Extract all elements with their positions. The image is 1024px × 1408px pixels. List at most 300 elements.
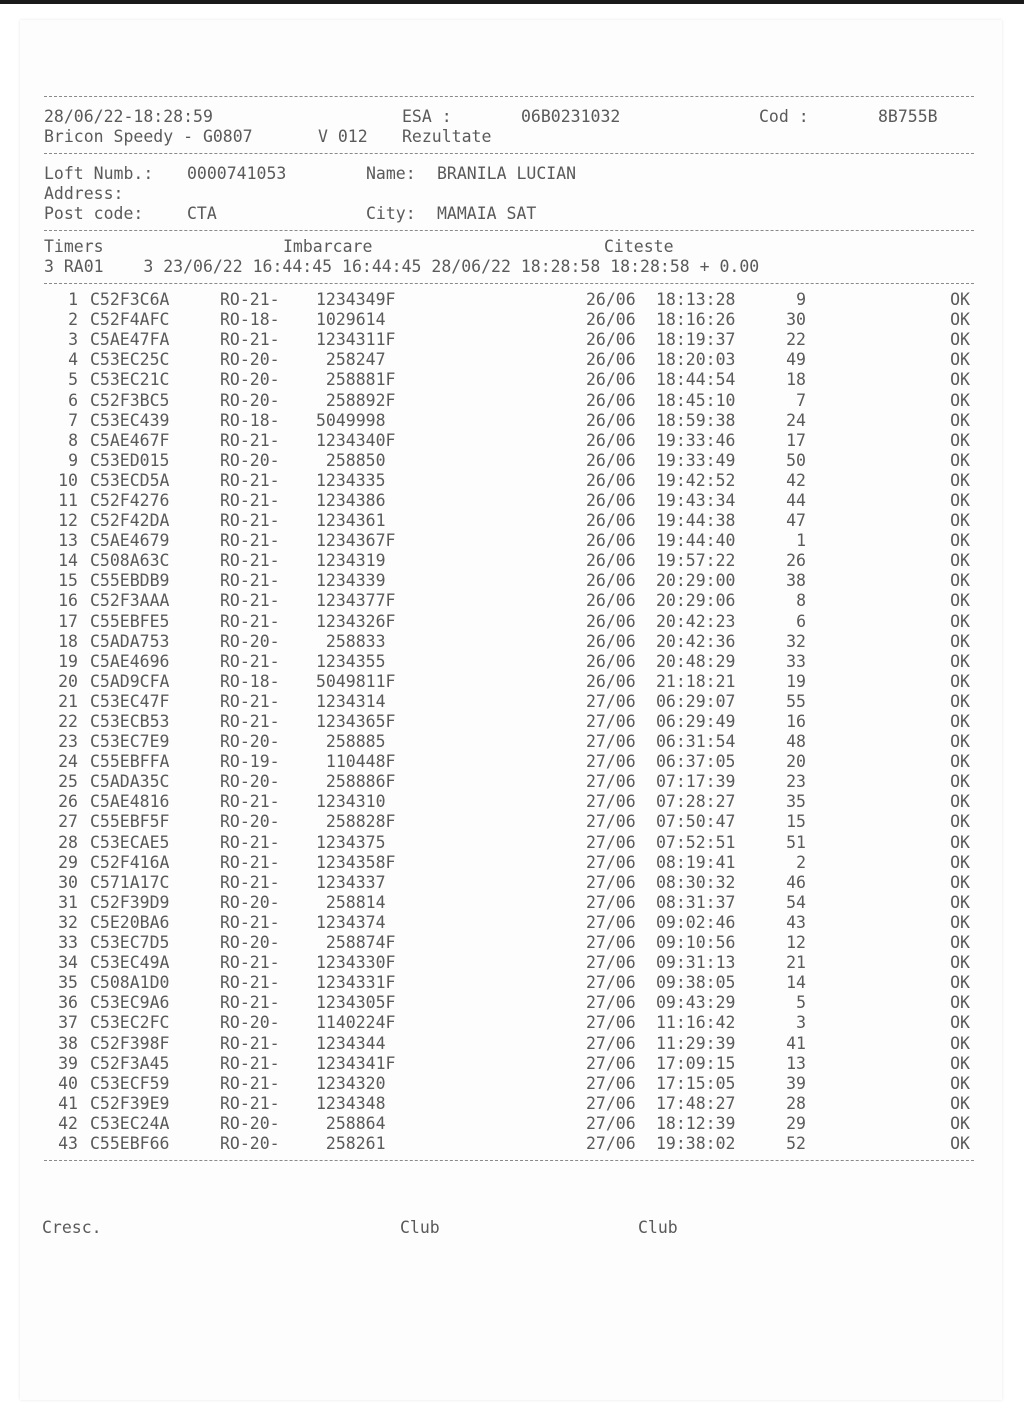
citeste-label: Citeste xyxy=(604,237,674,256)
chip-id: C571A17C xyxy=(90,872,170,892)
rank-value: 18 xyxy=(786,370,806,390)
table-row xyxy=(44,792,974,812)
rank-value: 46 xyxy=(786,872,806,892)
table-row xyxy=(44,652,974,672)
ring-number: 1234310 xyxy=(316,792,386,812)
chip-id: C55EBFE5 xyxy=(90,611,170,631)
ring-country: RO-21- xyxy=(220,993,280,1013)
chip-id: C53EC9A6 xyxy=(90,993,170,1013)
ring-number: 1234335 xyxy=(316,470,386,490)
cod-label: Cod : xyxy=(759,107,809,126)
arrival-date: 26/06 xyxy=(586,551,636,571)
arrival-time: 19:42:52 xyxy=(656,470,736,490)
status-value: OK xyxy=(950,410,970,430)
status-value: OK xyxy=(950,792,970,812)
city-value: MAMAIA SAT xyxy=(437,204,537,223)
table-row xyxy=(44,752,974,772)
row-number: 34 xyxy=(58,953,78,973)
ring-country: RO-21- xyxy=(220,852,280,872)
row-number: 4 xyxy=(68,350,78,370)
arrival-time: 18:13:28 xyxy=(656,290,736,310)
status-value: OK xyxy=(950,812,970,832)
ring-country: RO-21- xyxy=(220,531,280,551)
status-value: OK xyxy=(950,490,970,510)
arrival-date: 27/06 xyxy=(586,772,636,792)
arrival-date: 27/06 xyxy=(586,712,636,732)
status-value: OK xyxy=(950,772,970,792)
club-label: Club xyxy=(400,1218,440,1237)
rank-value: 3 xyxy=(796,1013,806,1033)
rank-value: 48 xyxy=(786,732,806,752)
arrival-date: 27/06 xyxy=(586,832,636,852)
chip-id: C53ECAE5 xyxy=(90,832,170,852)
ring-number: 258892F xyxy=(316,390,396,410)
rank-value: 15 xyxy=(786,812,806,832)
chip-id: C53EC24A xyxy=(90,1113,170,1133)
table-row xyxy=(44,732,974,752)
ring-number: 258881F xyxy=(316,370,396,390)
status-value: OK xyxy=(950,1093,970,1113)
chip-id: C508A1D0 xyxy=(90,973,170,993)
row-number: 35 xyxy=(58,973,78,993)
table-row xyxy=(44,632,974,652)
rank-value: 43 xyxy=(786,912,806,932)
divider xyxy=(44,1160,974,1161)
ring-number: 1234349F xyxy=(316,290,396,310)
arrival-date: 27/06 xyxy=(586,1133,636,1153)
status-value: OK xyxy=(950,450,970,470)
ring-country: RO-20- xyxy=(220,933,280,953)
status-value: OK xyxy=(950,310,970,330)
ring-country: RO-18- xyxy=(220,671,280,691)
table-row xyxy=(44,1074,974,1094)
arrival-date: 26/06 xyxy=(586,410,636,430)
arrival-time: 19:33:49 xyxy=(656,450,736,470)
chip-id: C52F3BC5 xyxy=(90,390,170,410)
ring-number: 1234374 xyxy=(316,912,386,932)
status-value: OK xyxy=(950,611,970,631)
ring-number: 1234361 xyxy=(316,511,386,531)
ring-number: 1234326F xyxy=(316,611,396,631)
table-row xyxy=(44,853,974,873)
rank-value: 29 xyxy=(786,1113,806,1133)
postcode-label: Post code: xyxy=(44,204,144,223)
ring-number: 1234331F xyxy=(316,973,396,993)
table-row xyxy=(44,370,974,390)
results-printout xyxy=(44,96,974,1161)
chip-id: C52F416A xyxy=(90,852,170,872)
row-number: 26 xyxy=(58,792,78,812)
ring-country: RO-21- xyxy=(220,330,280,350)
table-row xyxy=(44,612,974,632)
rank-value: 49 xyxy=(786,350,806,370)
arrival-date: 26/06 xyxy=(586,631,636,651)
ring-country: RO-21- xyxy=(220,872,280,892)
arrival-date: 26/06 xyxy=(586,671,636,691)
row-number: 30 xyxy=(58,872,78,892)
rank-value: 14 xyxy=(786,973,806,993)
arrival-time: 07:17:39 xyxy=(656,772,736,792)
ring-number: 1234340F xyxy=(316,430,396,450)
status-value: OK xyxy=(950,430,970,450)
ring-number: 1234367F xyxy=(316,531,396,551)
ring-country: RO-21- xyxy=(220,1093,280,1113)
rank-value: 33 xyxy=(786,651,806,671)
ring-number: 1234314 xyxy=(316,691,386,711)
ring-number: 1234375 xyxy=(316,832,386,852)
ring-number: 1234358F xyxy=(316,852,396,872)
row-number: 10 xyxy=(58,470,78,490)
table-row xyxy=(44,591,974,611)
ring-country: RO-20- xyxy=(220,892,280,912)
name-label: Name: xyxy=(366,164,416,183)
arrival-time: 06:37:05 xyxy=(656,752,736,772)
rank-value: 16 xyxy=(786,712,806,732)
status-value: OK xyxy=(950,631,970,651)
chip-id: C53EC25C xyxy=(90,350,170,370)
arrival-time: 17:15:05 xyxy=(656,1073,736,1093)
postcode-value: CTA xyxy=(187,204,217,223)
chip-id: C53ECF59 xyxy=(90,1073,170,1093)
arrival-date: 27/06 xyxy=(586,792,636,812)
row-number: 28 xyxy=(58,832,78,852)
status-value: OK xyxy=(950,671,970,691)
rank-value: 26 xyxy=(786,551,806,571)
chip-id: C5ADA753 xyxy=(90,631,170,651)
club-label: Club xyxy=(638,1218,678,1237)
ring-number: 1234348 xyxy=(316,1093,386,1113)
arrival-date: 26/06 xyxy=(586,430,636,450)
ring-number: 1234344 xyxy=(316,1033,386,1053)
arrival-time: 18:44:54 xyxy=(656,370,736,390)
ring-number: 258261 xyxy=(316,1133,386,1153)
rank-value: 17 xyxy=(786,430,806,450)
chip-id: C55EBF66 xyxy=(90,1133,170,1153)
status-value: OK xyxy=(950,1013,970,1033)
table-row xyxy=(44,390,974,410)
arrival-date: 26/06 xyxy=(586,651,636,671)
arrival-time: 08:31:37 xyxy=(656,892,736,912)
ring-country: RO-21- xyxy=(220,912,280,932)
chip-id: C52F3A45 xyxy=(90,1053,170,1073)
table-row xyxy=(44,551,974,571)
arrival-date: 26/06 xyxy=(586,511,636,531)
arrival-time: 18:16:26 xyxy=(656,310,736,330)
chip-id: C53EC7E9 xyxy=(90,732,170,752)
table-row xyxy=(44,772,974,792)
status-value: OK xyxy=(950,1113,970,1133)
status-value: OK xyxy=(950,933,970,953)
row-number: 37 xyxy=(58,1013,78,1033)
table-row xyxy=(44,511,974,531)
chip-id: C53ECD5A xyxy=(90,470,170,490)
arrival-date: 27/06 xyxy=(586,973,636,993)
chip-id: C52F42DA xyxy=(90,511,170,531)
arrival-time: 09:10:56 xyxy=(656,933,736,953)
row-number: 31 xyxy=(58,892,78,912)
table-row xyxy=(44,1033,974,1053)
arrival-time: 09:43:29 xyxy=(656,993,736,1013)
arrival-date: 26/06 xyxy=(586,470,636,490)
status-value: OK xyxy=(950,290,970,310)
chip-id: C52F3AAA xyxy=(90,591,170,611)
row-number: 40 xyxy=(58,1073,78,1093)
rank-value: 32 xyxy=(786,631,806,651)
ring-country: RO-20- xyxy=(220,1133,280,1153)
table-row xyxy=(44,1094,974,1114)
ring-number: 1234355 xyxy=(316,651,386,671)
arrival-time: 19:44:40 xyxy=(656,531,736,551)
arrival-time: 17:48:27 xyxy=(656,1093,736,1113)
arrival-date: 27/06 xyxy=(586,892,636,912)
row-number: 5 xyxy=(68,370,78,390)
rank-value: 38 xyxy=(786,571,806,591)
arrival-time: 18:20:03 xyxy=(656,350,736,370)
table-row xyxy=(44,571,974,591)
row-number: 15 xyxy=(58,571,78,591)
ring-country: RO-20- xyxy=(220,350,280,370)
row-number: 29 xyxy=(58,852,78,872)
arrival-time: 19:57:22 xyxy=(656,551,736,571)
arrival-date: 27/06 xyxy=(586,1093,636,1113)
ring-number: 1234386 xyxy=(316,490,386,510)
row-number: 8 xyxy=(68,430,78,450)
arrival-time: 09:02:46 xyxy=(656,912,736,932)
chip-id: C53ECB53 xyxy=(90,712,170,732)
rank-value: 6 xyxy=(796,611,806,631)
chip-id: C52F3C6A xyxy=(90,290,170,310)
status-value: OK xyxy=(950,470,970,490)
ring-number: 258864 xyxy=(316,1113,386,1133)
row-number: 20 xyxy=(58,671,78,691)
arrival-time: 20:29:00 xyxy=(656,571,736,591)
ring-country: RO-21- xyxy=(220,611,280,631)
rank-value: 30 xyxy=(786,310,806,330)
table-row xyxy=(44,712,974,732)
table-row xyxy=(44,812,974,832)
ring-country: RO-21- xyxy=(220,571,280,591)
ring-country: RO-20- xyxy=(220,631,280,651)
timers-label: Timers xyxy=(44,237,104,256)
status-value: OK xyxy=(950,953,970,973)
arrival-time: 06:29:07 xyxy=(656,691,736,711)
row-number: 39 xyxy=(58,1053,78,1073)
status-value: OK xyxy=(950,651,970,671)
status-value: OK xyxy=(950,330,970,350)
status-value: OK xyxy=(950,691,970,711)
arrival-date: 26/06 xyxy=(586,330,636,350)
arrival-time: 20:42:36 xyxy=(656,631,736,651)
rank-value: 42 xyxy=(786,470,806,490)
status-value: OK xyxy=(950,1033,970,1053)
arrival-time: 11:16:42 xyxy=(656,1013,736,1033)
table-row xyxy=(44,933,974,953)
ring-country: RO-21- xyxy=(220,712,280,732)
row-number: 16 xyxy=(58,591,78,611)
status-value: OK xyxy=(950,350,970,370)
rank-value: 1 xyxy=(796,531,806,551)
city-label: City: xyxy=(366,204,416,223)
table-row xyxy=(44,310,974,330)
ring-number: 1234365F xyxy=(316,712,396,732)
rank-value: 52 xyxy=(786,1133,806,1153)
ring-country: RO-18- xyxy=(220,310,280,330)
ring-number: 1234337 xyxy=(316,872,386,892)
scan-top-edge xyxy=(0,0,1024,4)
arrival-date: 27/06 xyxy=(586,691,636,711)
row-number: 12 xyxy=(58,511,78,531)
ring-country: RO-20- xyxy=(220,772,280,792)
chip-id: C52F4AFC xyxy=(90,310,170,330)
arrival-date: 27/06 xyxy=(586,933,636,953)
ring-country: RO-21- xyxy=(220,290,280,310)
row-number: 32 xyxy=(58,912,78,932)
ring-number: 1029614 xyxy=(316,310,386,330)
table-row xyxy=(44,672,974,692)
rank-value: 54 xyxy=(786,892,806,912)
rank-value: 8 xyxy=(796,591,806,611)
rank-value: 20 xyxy=(786,752,806,772)
table-row xyxy=(44,1054,974,1074)
signature-footer xyxy=(42,1218,972,1238)
arrival-time: 20:42:23 xyxy=(656,611,736,631)
ring-number: 1234341F xyxy=(316,1053,396,1073)
arrival-date: 27/06 xyxy=(586,812,636,832)
ring-country: RO-19- xyxy=(220,752,280,772)
arrival-date: 27/06 xyxy=(586,953,636,973)
table-row xyxy=(44,451,974,471)
report-type: Rezultate xyxy=(402,127,492,146)
status-value: OK xyxy=(950,370,970,390)
loft-number: 0000741053 xyxy=(187,164,287,183)
chip-id: C55EBFFA xyxy=(90,752,170,772)
rank-value: 24 xyxy=(786,410,806,430)
ring-country: RO-21- xyxy=(220,691,280,711)
row-number: 24 xyxy=(58,752,78,772)
ring-country: RO-21- xyxy=(220,1073,280,1093)
status-value: OK xyxy=(950,1053,970,1073)
chip-id: C53ED015 xyxy=(90,450,170,470)
arrival-date: 26/06 xyxy=(586,591,636,611)
ring-number: 1234330F xyxy=(316,953,396,973)
arrival-time: 07:50:47 xyxy=(656,812,736,832)
ring-country: RO-21- xyxy=(220,973,280,993)
ring-country: RO-21- xyxy=(220,651,280,671)
address-line xyxy=(44,184,974,204)
table-row xyxy=(44,290,974,310)
ring-number: 258833 xyxy=(316,631,386,651)
arrival-time: 19:33:46 xyxy=(656,430,736,450)
table-row xyxy=(44,893,974,913)
ring-country: RO-21- xyxy=(220,470,280,490)
row-number: 42 xyxy=(58,1113,78,1133)
arrival-time: 19:43:34 xyxy=(656,490,736,510)
header-line-1 xyxy=(44,107,974,127)
row-number: 21 xyxy=(58,691,78,711)
row-number: 13 xyxy=(58,531,78,551)
arrival-date: 26/06 xyxy=(586,390,636,410)
row-number: 1 xyxy=(68,290,78,310)
ring-country: RO-21- xyxy=(220,1033,280,1053)
chip-id: C53EC7D5 xyxy=(90,933,170,953)
ring-number: 1140224F xyxy=(316,1013,396,1033)
table-row xyxy=(44,531,974,551)
chip-id: C52F398F xyxy=(90,1033,170,1053)
status-value: OK xyxy=(950,993,970,1013)
ring-number: 1234311F xyxy=(316,330,396,350)
ring-number: 1234339 xyxy=(316,571,386,591)
status-value: OK xyxy=(950,892,970,912)
arrival-date: 26/06 xyxy=(586,370,636,390)
arrival-date: 27/06 xyxy=(586,1113,636,1133)
arrival-date: 27/06 xyxy=(586,1073,636,1093)
status-value: OK xyxy=(950,511,970,531)
rank-value: 51 xyxy=(786,832,806,852)
table-row xyxy=(44,1013,974,1033)
loft-line xyxy=(44,164,974,184)
ring-country: RO-21- xyxy=(220,953,280,973)
arrival-time: 19:44:38 xyxy=(656,511,736,531)
ring-number: 258247 xyxy=(316,350,386,370)
status-value: OK xyxy=(950,712,970,732)
rank-value: 2 xyxy=(796,852,806,872)
status-value: OK xyxy=(950,571,970,591)
row-number: 7 xyxy=(68,410,78,430)
ring-country: RO-21- xyxy=(220,792,280,812)
arrival-time: 21:18:21 xyxy=(656,671,736,691)
arrival-time: 07:52:51 xyxy=(656,832,736,852)
status-value: OK xyxy=(950,872,970,892)
ring-number: 5049811F xyxy=(316,671,396,691)
rank-value: 19 xyxy=(786,671,806,691)
arrival-date: 26/06 xyxy=(586,531,636,551)
row-number: 17 xyxy=(58,611,78,631)
rank-value: 47 xyxy=(786,511,806,531)
arrival-date: 26/06 xyxy=(586,450,636,470)
arrival-date: 27/06 xyxy=(586,1053,636,1073)
arrival-time: 09:38:05 xyxy=(656,973,736,993)
arrival-date: 27/06 xyxy=(586,872,636,892)
row-number: 23 xyxy=(58,732,78,752)
chip-id: C5ADA35C xyxy=(90,772,170,792)
arrival-time: 19:38:02 xyxy=(656,1133,736,1153)
chip-id: C53EC2FC xyxy=(90,1013,170,1033)
ring-number: 1234377F xyxy=(316,591,396,611)
ring-country: RO-21- xyxy=(220,591,280,611)
rank-value: 21 xyxy=(786,953,806,973)
chip-id: C5AD9CFA xyxy=(90,671,170,691)
rank-value: 5 xyxy=(796,993,806,1013)
arrival-time: 18:19:37 xyxy=(656,330,736,350)
rank-value: 22 xyxy=(786,330,806,350)
row-number: 33 xyxy=(58,933,78,953)
arrival-date: 26/06 xyxy=(586,490,636,510)
ring-country: RO-21- xyxy=(220,430,280,450)
arrival-time: 08:19:41 xyxy=(656,852,736,872)
row-number: 27 xyxy=(58,812,78,832)
arrival-time: 20:48:29 xyxy=(656,651,736,671)
ring-country: RO-20- xyxy=(220,1113,280,1133)
rank-value: 39 xyxy=(786,1073,806,1093)
arrival-date: 26/06 xyxy=(586,290,636,310)
row-number: 38 xyxy=(58,1033,78,1053)
table-row xyxy=(44,692,974,712)
table-row xyxy=(44,411,974,431)
chip-id: C53EC49A xyxy=(90,953,170,973)
rank-value: 35 xyxy=(786,792,806,812)
ring-number: 258828F xyxy=(316,812,396,832)
cod-value: 8B755B xyxy=(878,107,938,126)
